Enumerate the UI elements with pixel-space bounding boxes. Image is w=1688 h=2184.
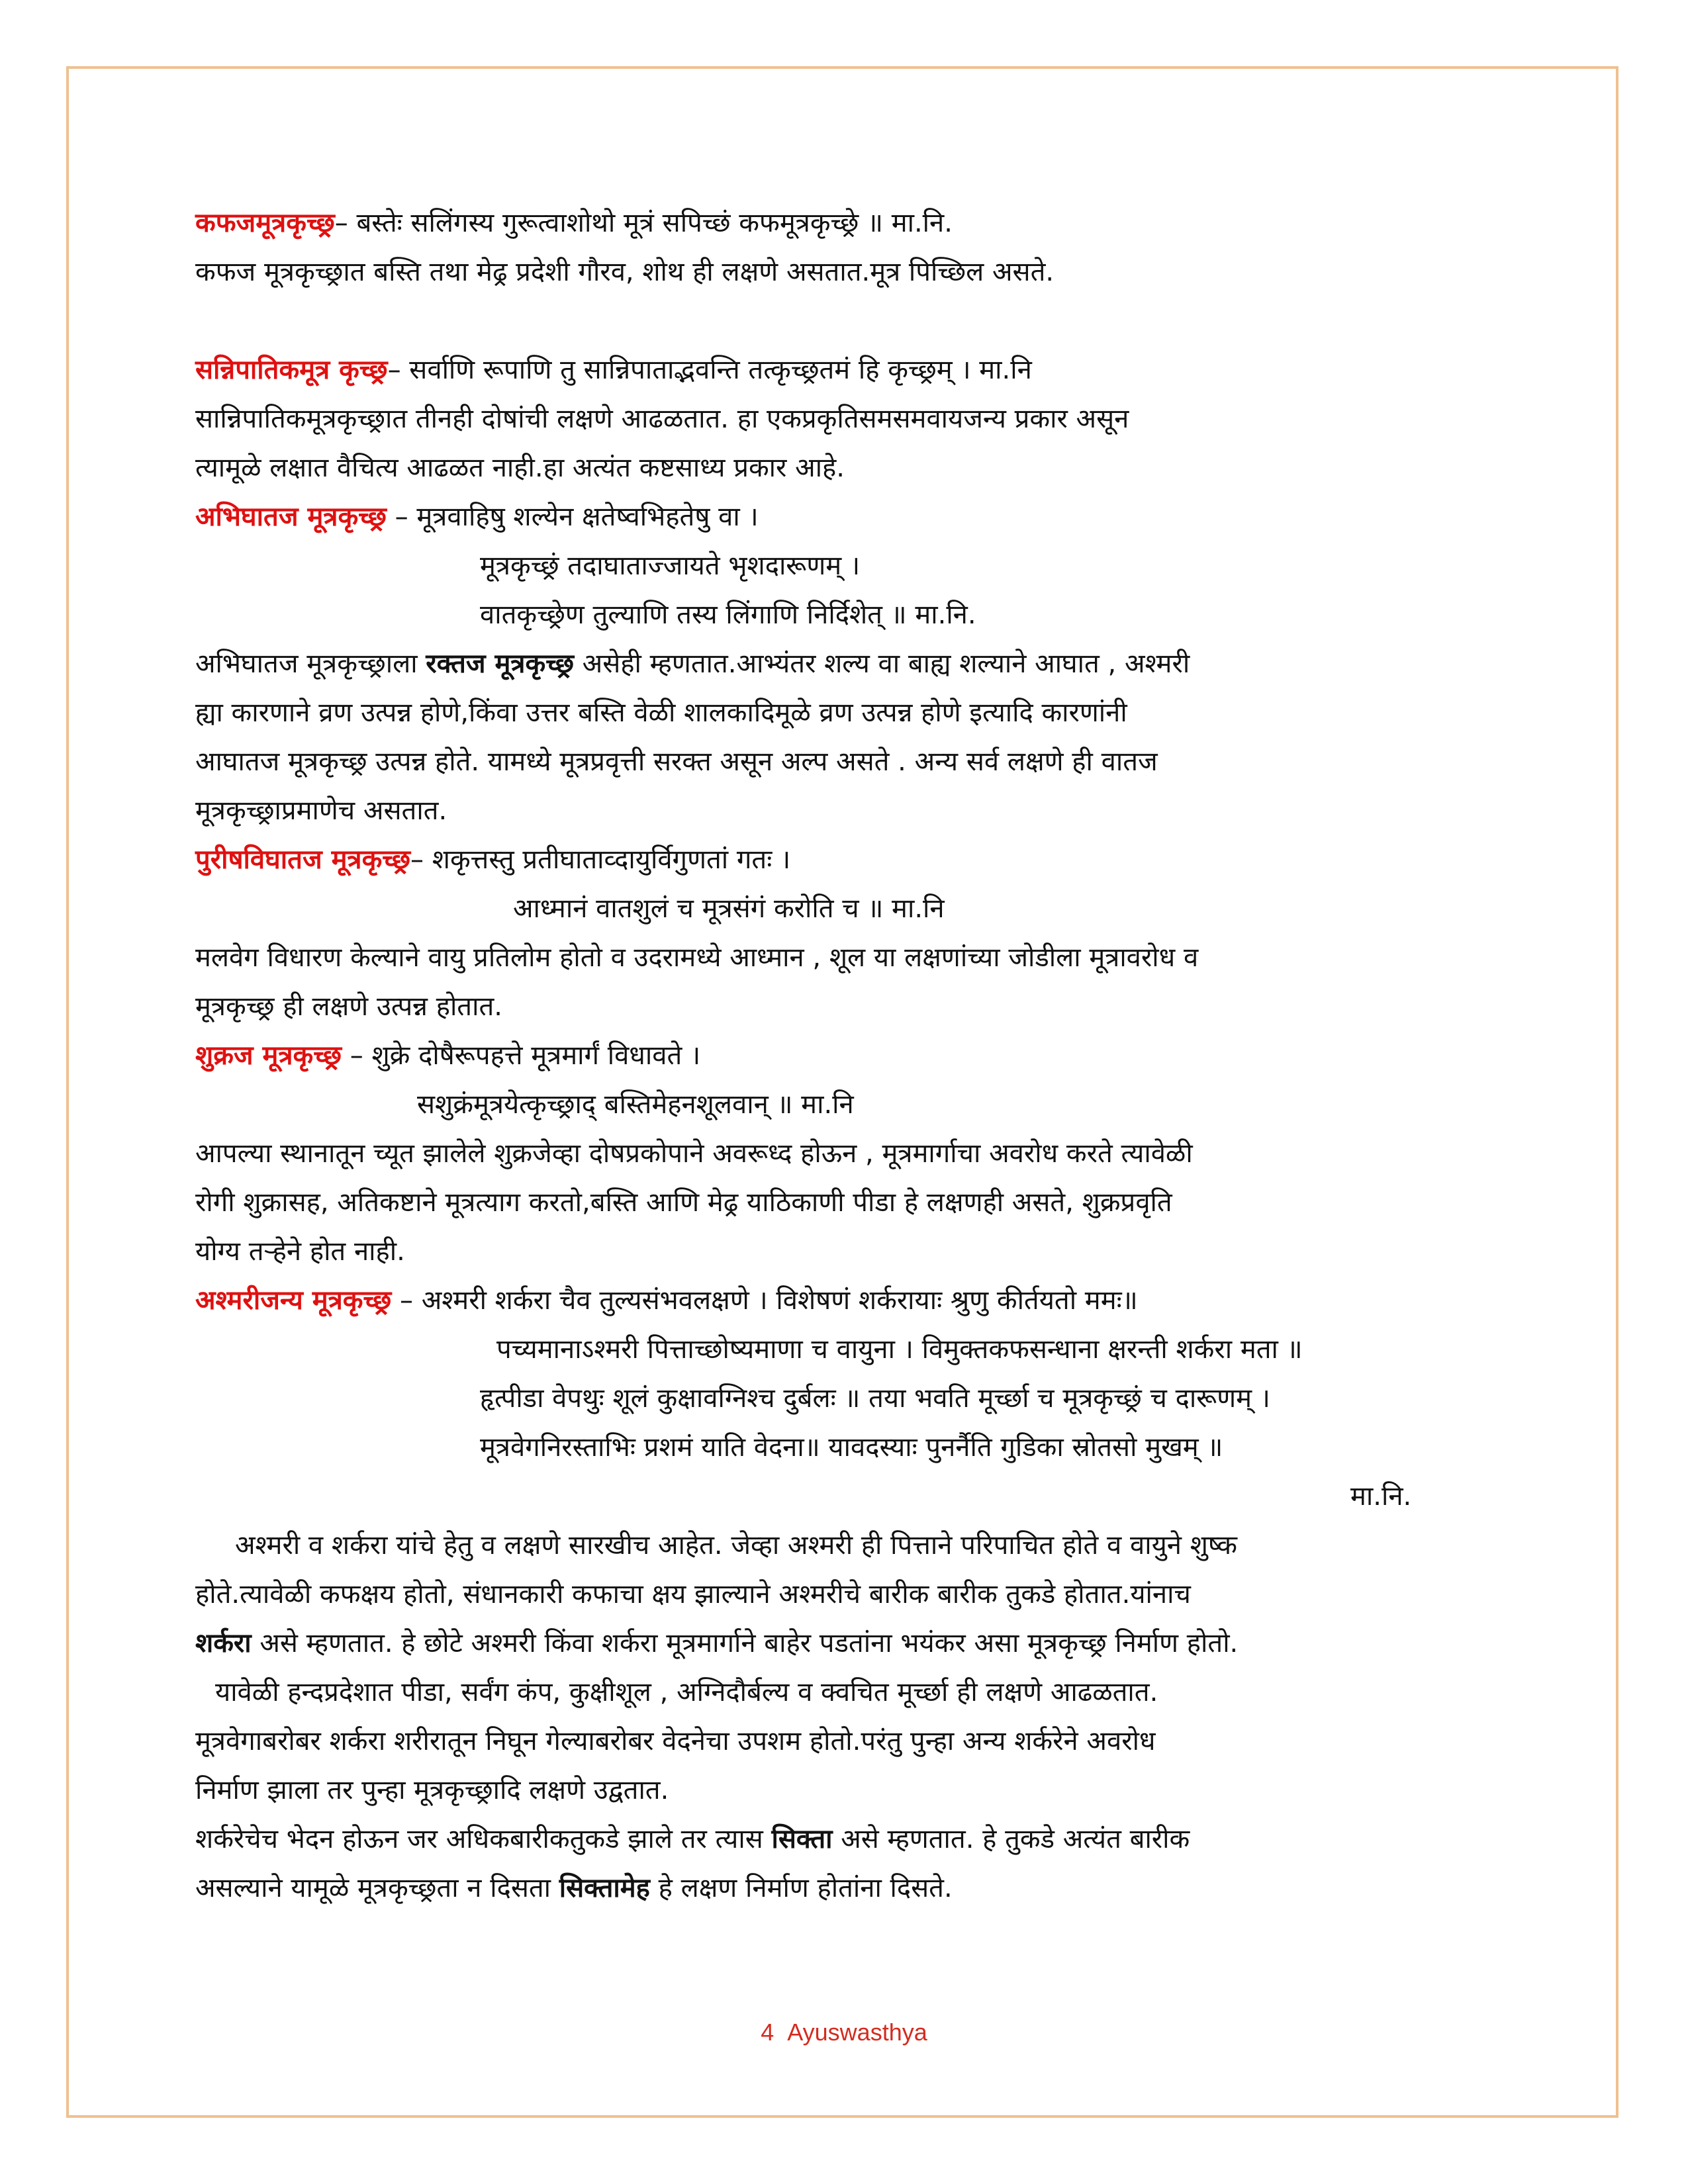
- bold-term-siktameha: सिक्तामेह: [559, 1873, 650, 1903]
- verse-line: सशुक्रंमूत्रयेत्कृच्छ्राद् बस्तिमेहनशूलवान् ॥ मा.नि: [417, 1089, 854, 1120]
- paragraph-line: सान्निपातिकमूत्रकृच्छ्रात तीनही दोषांची लक्षणे आढळतात. हा एकप्रकृतिसमसमवायजन्य प्रकार असून: [195, 404, 1129, 434]
- verse-line: पच्यमानाऽश्मरी पित्ताच्छोष्यमाणा च वायुना । विमुक्तकफसन्धाना क्षरन्ती शर्करा मता ॥: [496, 1334, 1303, 1365]
- paragraph-line: त्यामूळे लक्षात वैचित्य आढळत नाही.हा अत्यंत कष्टसाध्य प्रकार आहे.: [195, 453, 845, 483]
- paragraph-line: ह्या कारणाने व्रण उत्पन्न होणे,किंवा उत्तर बस्ति वेळी शालकादिमूळे व्रण उत्पन्न होणे इत्यादि कारणांनी: [195, 698, 1127, 728]
- paragraph-line: [195, 639, 1486, 688]
- abhi-verse-line: [195, 492, 1486, 541]
- shukra-verse-line: [195, 1031, 1486, 1080]
- section-heading-shukraja: शुक्रज मूत्रकृच्छ्र: [195, 1040, 342, 1071]
- page-footer: [0, 2019, 1688, 2046]
- paragraph-text: असे म्हणतात. हे तुकडे अत्यंत बारीक: [832, 1824, 1190, 1854]
- sanni-verse-line: [195, 345, 1486, 394]
- puri-verse-line: [195, 835, 1486, 884]
- verse-line: आध्मानं वातशुलं च मूत्रसंगं करोति च ॥ मा.नि: [513, 893, 945, 924]
- blank-line: [195, 296, 1486, 345]
- verse-line: हृत्पीडा वेपथुः शूलं कुक्षावग्निश्च दुर्बलः ॥ तया भवति मूर्च्छा च मूत्रकृच्छ्रं च दारूणम् ।: [480, 1383, 1270, 1414]
- bold-term-sikta: सिक्ता: [771, 1824, 833, 1854]
- paragraph-text: अभिघातज मूत्रकृच्छ्राला: [195, 649, 426, 679]
- paragraph-text: असेही म्हणतात.आभ्यंतर शल्य वा बाह्य शल्याने आघात , अश्मरी: [573, 649, 1190, 679]
- paragraph-line: मूत्रकृच्छ्र ही लक्षणे उत्पन्न होतात.: [195, 991, 502, 1022]
- paragraph-line: मलवेग विधारण केल्याने वायु प्रतिलोम होतो व उदरामध्ये आध्मान , शूल या लक्षणांच्या जोडीला मूत्रावरोध व: [195, 942, 1199, 973]
- section-heading-kaphaja: कफजमूत्रकृच्छ्र: [195, 208, 335, 238]
- verse-line: मूत्रवेगनिरस्ताभिः प्रशमं याति वेदना॥ यावदस्याः पुनर्नैति गुडिका स्रोतसो मुखम् ॥: [480, 1432, 1223, 1463]
- kapha-verse-line: [195, 199, 1486, 248]
- paragraph-line: कफज मूत्रकृच्छ्रात बस्ति तथा मेढ्र प्रदेशी गौरव, शोथ ही लक्षणे असतात.मूत्र पिच्छिल असते.: [195, 257, 1055, 287]
- paragraph-line: आपल्या स्थानातून च्यूत झालेले शुक्रजेव्हा दोषप्रकोपाने अवरूध्द होऊन , मूत्रमार्गाचा अवरोध करते त्यावेळी: [195, 1138, 1193, 1169]
- ashm-verse-line: [195, 1276, 1486, 1325]
- section-heading-sannipatika: सन्निपातिकमूत्र कृच्छ्र: [195, 355, 388, 385]
- paragraph-text: असल्याने यामूळे मूत्रकृच्छ्रता न दिसता: [195, 1873, 559, 1903]
- paragraph-line: होते.त्यावेळी कफक्षय होतो, संधानकारी कफाचा क्षय झाल्याने अश्मरीचे बारीक बारीक तुकडे होतात.यांनाच: [195, 1579, 1191, 1610]
- paragraph-line: मूत्रकृच्छ्राप्रमाणेच असतात.: [195, 796, 447, 826]
- paragraph-line: [195, 1815, 1486, 1864]
- paragraph-line: निर्माण झाला तर पुन्हा मूत्रकृच्छ्रादि लक्षणे उद्वतात.: [195, 1775, 669, 1805]
- document-body: [195, 199, 1486, 1913]
- footer-title: Ayuswasthya: [787, 2019, 927, 2046]
- verse-text: – अश्मरी शर्करा चैव तुल्यसंभवलक्षणे । विशेषणं शर्करायाः श्रुणु कीर्तयतो ममः॥: [391, 1285, 1138, 1316]
- paragraph-text: हे लक्षण निर्माण होतांना दिसते.: [649, 1873, 953, 1903]
- verse-source: मा.नि.: [1350, 1481, 1412, 1512]
- verse-text: – मूत्रवाहिषु शल्येन क्षतेष्वभिहतेषु वा ।: [386, 502, 759, 532]
- verse-text: – बस्तेः सलिंगस्य गुरूत्वाशोथो मूत्रं सपिच्छं कफमूत्रकृच्छ्रे ॥ मा.नि.: [334, 208, 953, 238]
- verse-text: – सर्वाणि रूपाणि तु सान्निपाताद्भवन्ति तत्कृच्छ्रतमं हि कृच्छ्रम् । मा.नि: [387, 355, 1032, 385]
- paragraph-line: [195, 1864, 1486, 1913]
- paragraph-line: योग्य तऱ्हेने होत नाही.: [195, 1236, 405, 1267]
- bold-term-raktaja: रक्तज मूत्रकृच्छ्र: [426, 649, 574, 679]
- paragraph-line: रोगी शुक्रासह, अतिकष्टाने मूत्रत्याग करतो,बस्ति आणि मेढ्र याठिकाणी पीडा हे लक्षणही असते, शुक्रप्रवृति: [195, 1187, 1172, 1218]
- bold-term-sharkara: शर्करा: [195, 1628, 252, 1659]
- verse-text: – शुक्रे दोषैरूपहत्ते मूत्रमार्गं विधावते ।: [342, 1040, 701, 1071]
- verse-line: मूत्रकृच्छ्रं तदाघाताज्जायते भृशदारूणम् ।: [480, 551, 861, 581]
- paragraph-text: शर्करेचेच भेदन होऊन जर अधिकबारीकतुकडे झाले तर त्यास: [195, 1824, 772, 1854]
- paragraph-line: आघातज मूत्रकृच्छ्र उत्पन्न होते. यामध्ये मूत्रप्रवृत्ती सरक्त असून अल्प असते . अन्य सर्व लक्षणे ही वातज: [195, 747, 1158, 777]
- verse-line: वातकृच्छ्रेण तुल्याणि तस्य लिंगाणि निर्दिशेत् ॥ मा.नि.: [480, 600, 976, 630]
- paragraph-line: [195, 1619, 1486, 1668]
- paragraph-line: यावेळी हन्दप्रदेशात पीडा, सर्वंग कंप, कुक्षीशूल , अग्निदौर्बल्य व क्वचित मूर्च्छा ही लक्षणे आढळतात.: [215, 1677, 1158, 1707]
- section-heading-purishavighataja: पुरीषविघातज मूत्रकृच्छ्र: [195, 844, 411, 875]
- section-heading-ashmarijanya: अश्मरीजन्य मूत्रकृच्छ्र: [195, 1285, 392, 1316]
- section-heading-abhighataja: अभिघातज मूत्रकृच्छ्र: [195, 502, 387, 532]
- verse-text: – शकृत्तस्तु प्रतीघाताव्दायुर्विगुणतां गतः ।: [410, 844, 791, 875]
- paragraph-text: असे म्हणतात. हे छोटे अश्मरी किंवा शर्करा मूत्रमार्गाने बाहेर पडतांना भयंकर असा मूत्रकृच्छ्र निर्माण होतो.: [251, 1628, 1239, 1659]
- paragraph-line: अश्मरी व शर्करा यांचे हेतु व लक्षणे सारखीच आहेत. जेव्हा अश्मरी ही पित्ताने परिपाचित होते व वायुने शुष्क: [235, 1530, 1237, 1561]
- page-number: 4: [761, 2019, 774, 2046]
- paragraph-line: मूत्रवेगाबरोबर शर्करा शरीरातून निघून गेल्याबरोबर वेदनेचा उपशम होतो.परंतु पुन्हा अन्य शर्करेने अवरोध: [195, 1726, 1156, 1756]
